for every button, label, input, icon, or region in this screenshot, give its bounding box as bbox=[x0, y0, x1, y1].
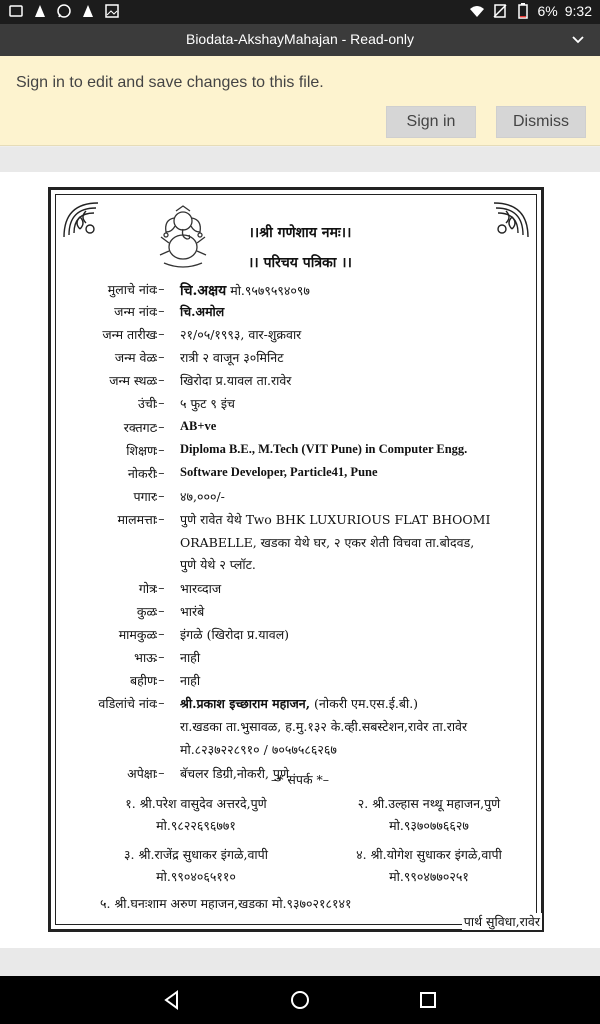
field-row bbox=[56, 281, 544, 303]
navigation-bar bbox=[0, 976, 600, 1024]
field-value bbox=[180, 372, 291, 389]
no-sim-icon bbox=[492, 3, 508, 19]
contact-name: ४. श्री.योगेश सुधाकर इंगळे,वापी bbox=[356, 847, 502, 862]
field-row bbox=[56, 718, 544, 740]
field-separator: :– bbox=[154, 326, 165, 341]
field-separator: :– bbox=[154, 511, 165, 526]
field-value bbox=[180, 741, 337, 758]
field-row bbox=[56, 349, 544, 371]
contact-mobile: मो.९८२२६९६७७१ bbox=[156, 818, 236, 833]
field-value bbox=[180, 580, 221, 597]
field-value bbox=[180, 326, 301, 343]
battery-icon bbox=[515, 3, 531, 19]
field-value-text: रा.खडका ता.भुसावळ, ह.मु.१३२ के.व्ही.सबस्टेशन,रावेर ता.रावेर bbox=[180, 719, 468, 734]
field-label: पगार bbox=[133, 489, 156, 504]
field-value-text: खिरोदा प्र.यावल ता.रावेर bbox=[180, 373, 292, 388]
header-title: ।। परिचय पत्रिका ।। bbox=[248, 255, 352, 271]
field-separator: :– bbox=[154, 281, 165, 296]
field-row bbox=[56, 442, 544, 464]
field-value-text: चि.अक्षय bbox=[180, 283, 227, 299]
field-value-text: श्री.प्रकाश इच्छाराम महाजन, bbox=[180, 696, 311, 711]
field-row bbox=[56, 465, 544, 487]
status-bar bbox=[0, 0, 600, 24]
field-separator: :– bbox=[154, 672, 165, 687]
contact-mobile: मो.९९०४०६५११० bbox=[156, 869, 236, 884]
footer-signature: पार्थ सुविधा,रावेर bbox=[463, 914, 540, 929]
banner-message: Sign in to edit and save changes to this file. bbox=[16, 74, 324, 91]
field-value bbox=[180, 281, 310, 300]
contact-fifth: ५. श्री.घनःशाम अरुण महाजन,खडका मो.९३७०२१८१४१ bbox=[100, 896, 352, 911]
field-label: बहीण bbox=[129, 673, 156, 688]
document-title: Biodata-AkshayMahajan - Read-only bbox=[185, 31, 414, 47]
field-value-text: AB+ve bbox=[180, 419, 217, 433]
field-label: शिक्षण bbox=[126, 443, 156, 458]
field-value-text: ५ फुट ९ इंच bbox=[180, 396, 235, 411]
field-separator: :– bbox=[154, 603, 165, 618]
field-value bbox=[180, 442, 467, 457]
field-value bbox=[180, 672, 200, 689]
header-invocation: ।।श्री गणेशाय नमः।। bbox=[248, 225, 352, 241]
home-icon[interactable] bbox=[290, 990, 310, 1010]
contact-name: १. श्री.परेश वासुदेव अत्तरदे,पुणे bbox=[125, 796, 267, 811]
field-value-text: पुणे रावेत येथे Two BHK LUXURIOUS FLAT BHOOMI bbox=[180, 512, 491, 527]
field-row bbox=[56, 303, 544, 325]
field-value bbox=[180, 511, 490, 528]
field-row bbox=[56, 672, 544, 694]
field-row bbox=[56, 395, 544, 417]
field-value-text: Software Developer, Particle41, Pune bbox=[180, 465, 378, 479]
field-value-text: भारव्दाज bbox=[180, 581, 222, 596]
field-separator: :– bbox=[154, 580, 165, 595]
battery-percent: 6% bbox=[537, 3, 558, 19]
field-label: कुळ bbox=[136, 604, 156, 619]
field-label: जन्म स्थळ bbox=[109, 373, 156, 388]
field-row bbox=[56, 603, 544, 625]
field-value-text: रात्री २ वाजून ३०मिनिट bbox=[180, 350, 284, 365]
field-label: रक्तगट bbox=[123, 420, 156, 435]
field-value-text: नाही bbox=[180, 673, 201, 688]
field-value-text: मो.८२३७२२८९१० / ७०५७५८६२६७ bbox=[180, 742, 337, 757]
back-icon[interactable] bbox=[162, 990, 182, 1010]
field-value bbox=[180, 465, 378, 480]
field-row bbox=[56, 649, 544, 671]
title-bar bbox=[0, 24, 600, 56]
field-row bbox=[56, 534, 544, 556]
field-row bbox=[56, 326, 544, 348]
whatsapp-icon bbox=[56, 3, 72, 19]
field-label: मुलाचे नांव bbox=[107, 282, 156, 297]
field-separator: :– bbox=[154, 303, 165, 318]
field-value-text: इंगळे (खिरोदा प्र.यावल) bbox=[180, 627, 290, 642]
field-row bbox=[56, 741, 544, 763]
field-value-extra: (नोकरी एम.एस.ई.बी.) bbox=[310, 696, 419, 711]
dismiss-button[interactable]: Dismiss bbox=[496, 106, 586, 138]
contact-name: २. श्री.उल्हास नथ्थू महाजन,पुणे bbox=[357, 796, 501, 811]
field-value-extra: मो.९५७९५९४०९७ bbox=[226, 283, 310, 298]
contact-heading: –* संपर्क *– bbox=[270, 772, 330, 787]
field-label: नोकरी bbox=[127, 466, 156, 481]
document-page[interactable] bbox=[0, 172, 600, 948]
field-value bbox=[180, 649, 200, 666]
signin-banner bbox=[0, 56, 600, 146]
field-separator: :– bbox=[154, 465, 165, 480]
field-label: वडिलांचे नांव bbox=[98, 696, 156, 711]
field-row bbox=[56, 511, 544, 533]
field-label: जन्म वेळ bbox=[114, 350, 156, 365]
field-value bbox=[180, 488, 225, 505]
field-value-text: नाही bbox=[180, 650, 201, 665]
chevron-down-icon[interactable] bbox=[570, 32, 586, 48]
vlc-icon bbox=[80, 3, 96, 19]
field-value-text: पुणे येथे २ प्लॉट. bbox=[180, 557, 256, 572]
image-icon bbox=[104, 3, 120, 19]
page-gap bbox=[0, 147, 600, 172]
field-value bbox=[180, 718, 467, 735]
field-label: गोत्र bbox=[138, 581, 156, 596]
field-value-text: ४७,०००/- bbox=[180, 489, 225, 504]
wifi-icon bbox=[469, 3, 485, 19]
page-border bbox=[48, 187, 544, 932]
field-value bbox=[180, 419, 216, 434]
field-separator: :– bbox=[154, 395, 165, 410]
field-row bbox=[56, 488, 544, 510]
field-value bbox=[180, 556, 256, 573]
field-label: अपेक्षा bbox=[127, 766, 156, 781]
contact-mobile: मो.९९०४७७०२५१ bbox=[389, 869, 469, 884]
page-inner-border bbox=[55, 194, 540, 929]
notification-icon bbox=[8, 3, 24, 19]
field-row bbox=[56, 580, 544, 602]
field-value-text: भारंबे bbox=[180, 604, 205, 619]
field-separator: :– bbox=[154, 419, 165, 434]
page-gap bbox=[0, 948, 600, 976]
vlc-icon bbox=[32, 3, 48, 19]
field-row bbox=[56, 695, 544, 717]
field-row bbox=[56, 556, 544, 578]
field-label: जन्म तारीख bbox=[102, 327, 156, 342]
field-value bbox=[180, 603, 204, 620]
field-value-text: Diploma B.E., M.Tech (VIT Pune) in Computer Engg. bbox=[180, 442, 468, 456]
field-label: जन्म नांव bbox=[114, 304, 156, 319]
field-row bbox=[56, 626, 544, 648]
field-value-text: बॅचलर डिग्री,नोकरी, पुणे bbox=[180, 766, 290, 781]
field-value bbox=[180, 534, 474, 551]
field-value bbox=[180, 395, 235, 412]
field-separator: :– bbox=[154, 765, 165, 780]
field-label: भाऊ bbox=[134, 650, 156, 665]
field-separator: :– bbox=[154, 695, 165, 710]
field-value bbox=[180, 349, 284, 366]
field-value bbox=[180, 303, 224, 320]
field-value-text: २१/०५/१९९३, वार-शुक्रवार bbox=[180, 327, 302, 342]
field-separator: :– bbox=[154, 349, 165, 364]
field-row bbox=[56, 419, 544, 441]
field-value-text: चि.अमोल bbox=[180, 304, 225, 319]
field-label: मालमत्ता bbox=[117, 512, 156, 527]
sign-in-button[interactable]: Sign in bbox=[386, 106, 476, 138]
field-label: उंची bbox=[137, 396, 156, 411]
field-value bbox=[180, 695, 418, 712]
contact-name: ३. श्री.राजेंद्र सुधाकर इंगळे,वापी bbox=[124, 847, 268, 862]
field-separator: :– bbox=[154, 488, 165, 503]
contact-mobile: मो.९३७०७७६६२७ bbox=[389, 818, 469, 833]
field-separator: :– bbox=[154, 372, 165, 387]
field-value-text: ORABELLE, खडका येथे घर, २ एकर शेती विचवा ता.बोदवड, bbox=[180, 535, 475, 550]
recents-icon[interactable] bbox=[418, 990, 438, 1010]
field-separator: :– bbox=[154, 626, 165, 641]
field-separator: :– bbox=[154, 649, 165, 664]
field-row bbox=[56, 372, 544, 394]
field-value bbox=[180, 626, 289, 643]
field-label: मामकुळ bbox=[118, 627, 156, 642]
field-separator: :– bbox=[154, 442, 165, 457]
clock: 9:32 bbox=[564, 3, 592, 19]
